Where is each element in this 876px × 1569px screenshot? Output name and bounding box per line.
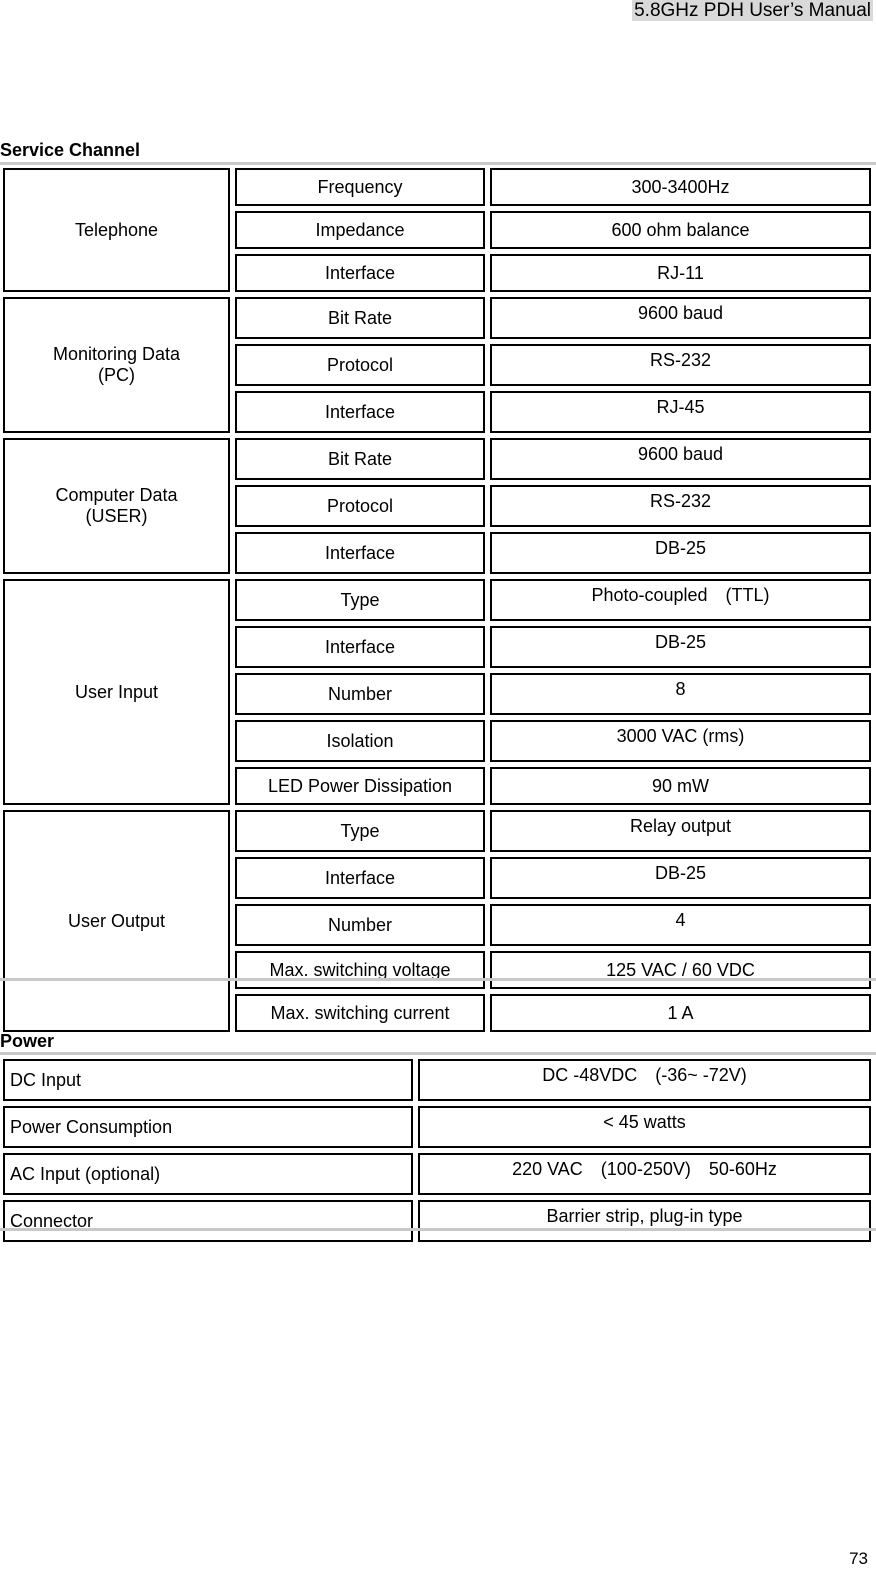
value-cell: DB-25: [490, 626, 871, 668]
service-channel-table: [0, 163, 876, 1037]
group-label: Telephone: [3, 168, 230, 292]
divider: [0, 1228, 876, 1231]
group-label: User Input: [3, 579, 230, 805]
group-label: Computer Data (USER): [3, 438, 230, 574]
divider: [0, 978, 876, 981]
table-row: [3, 168, 871, 206]
parameter-cell: Bit Rate: [235, 438, 485, 480]
parameter-cell: LED Power Dissipation: [235, 767, 485, 805]
value-cell: RS-232: [490, 344, 871, 386]
table-row: [3, 1106, 871, 1148]
value-cell: 8: [490, 673, 871, 715]
power-table: [0, 1054, 876, 1247]
value-cell: Relay output: [490, 810, 871, 852]
value-cell: 1 A: [490, 994, 871, 1032]
table-row: [3, 579, 871, 621]
value-cell: Photo-coupled (TTL): [490, 579, 871, 621]
running-header: 5.8GHz PDH User’s Manual: [634, 0, 871, 21]
parameter-cell: Number: [235, 904, 485, 946]
value-cell: < 45 watts: [418, 1106, 871, 1148]
value-cell: DB-25: [490, 532, 871, 574]
parameter-cell: Number: [235, 673, 485, 715]
value-cell: RJ-45: [490, 391, 871, 433]
section-title-service-channel: Service Channel: [0, 140, 141, 160]
parameter-cell: Protocol: [235, 344, 485, 386]
parameter-cell: Frequency: [235, 168, 485, 206]
parameter-cell: Max. switching voltage: [235, 951, 485, 989]
parameter-cell: Interface: [235, 254, 485, 292]
table-row: [3, 1200, 871, 1242]
parameter-cell: Isolation: [235, 720, 485, 762]
parameter-cell: Max. switching current: [235, 994, 485, 1032]
group-label: User Output: [3, 810, 230, 1032]
value-cell: 600 ohm balance: [490, 211, 871, 249]
value-cell: 4: [490, 904, 871, 946]
page-number: 73: [849, 1549, 868, 1568]
parameter-cell: AC Input (optional): [3, 1153, 413, 1195]
parameter-cell: Type: [235, 810, 485, 852]
table-row: [3, 297, 871, 339]
value-cell: 3000 VAC (rms): [490, 720, 871, 762]
parameter-cell: Type: [235, 579, 485, 621]
value-cell: RJ-11: [490, 254, 871, 292]
table-row: [3, 810, 871, 852]
value-cell: Barrier strip, plug-in type: [418, 1200, 871, 1242]
table-row: [3, 1059, 871, 1101]
parameter-cell: Protocol: [235, 485, 485, 527]
parameter-cell: Interface: [235, 532, 485, 574]
parameter-cell: Power Consumption: [3, 1106, 413, 1148]
section-title-power: Power: [0, 1031, 55, 1051]
table-row: [3, 438, 871, 480]
parameter-cell: Connector: [3, 1200, 413, 1242]
parameter-cell: Interface: [235, 626, 485, 668]
value-cell: 90 mW: [490, 767, 871, 805]
value-cell: 300-3400Hz: [490, 168, 871, 206]
value-cell: 220 VAC (100-250V) 50-60Hz: [418, 1153, 871, 1195]
parameter-cell: DC Input: [3, 1059, 413, 1101]
parameter-cell: Bit Rate: [235, 297, 485, 339]
value-cell: 125 VAC / 60 VDC: [490, 951, 871, 989]
parameter-cell: Interface: [235, 857, 485, 899]
value-cell: DB-25: [490, 857, 871, 899]
value-cell: DC -48VDC (-36~ -72V): [418, 1059, 871, 1101]
value-cell: 9600 baud: [490, 438, 871, 480]
group-label: Monitoring Data (PC): [3, 297, 230, 433]
table-row: [3, 1153, 871, 1195]
value-cell: RS-232: [490, 485, 871, 527]
value-cell: 9600 baud: [490, 297, 871, 339]
parameter-cell: Interface: [235, 391, 485, 433]
parameter-cell: Impedance: [235, 211, 485, 249]
